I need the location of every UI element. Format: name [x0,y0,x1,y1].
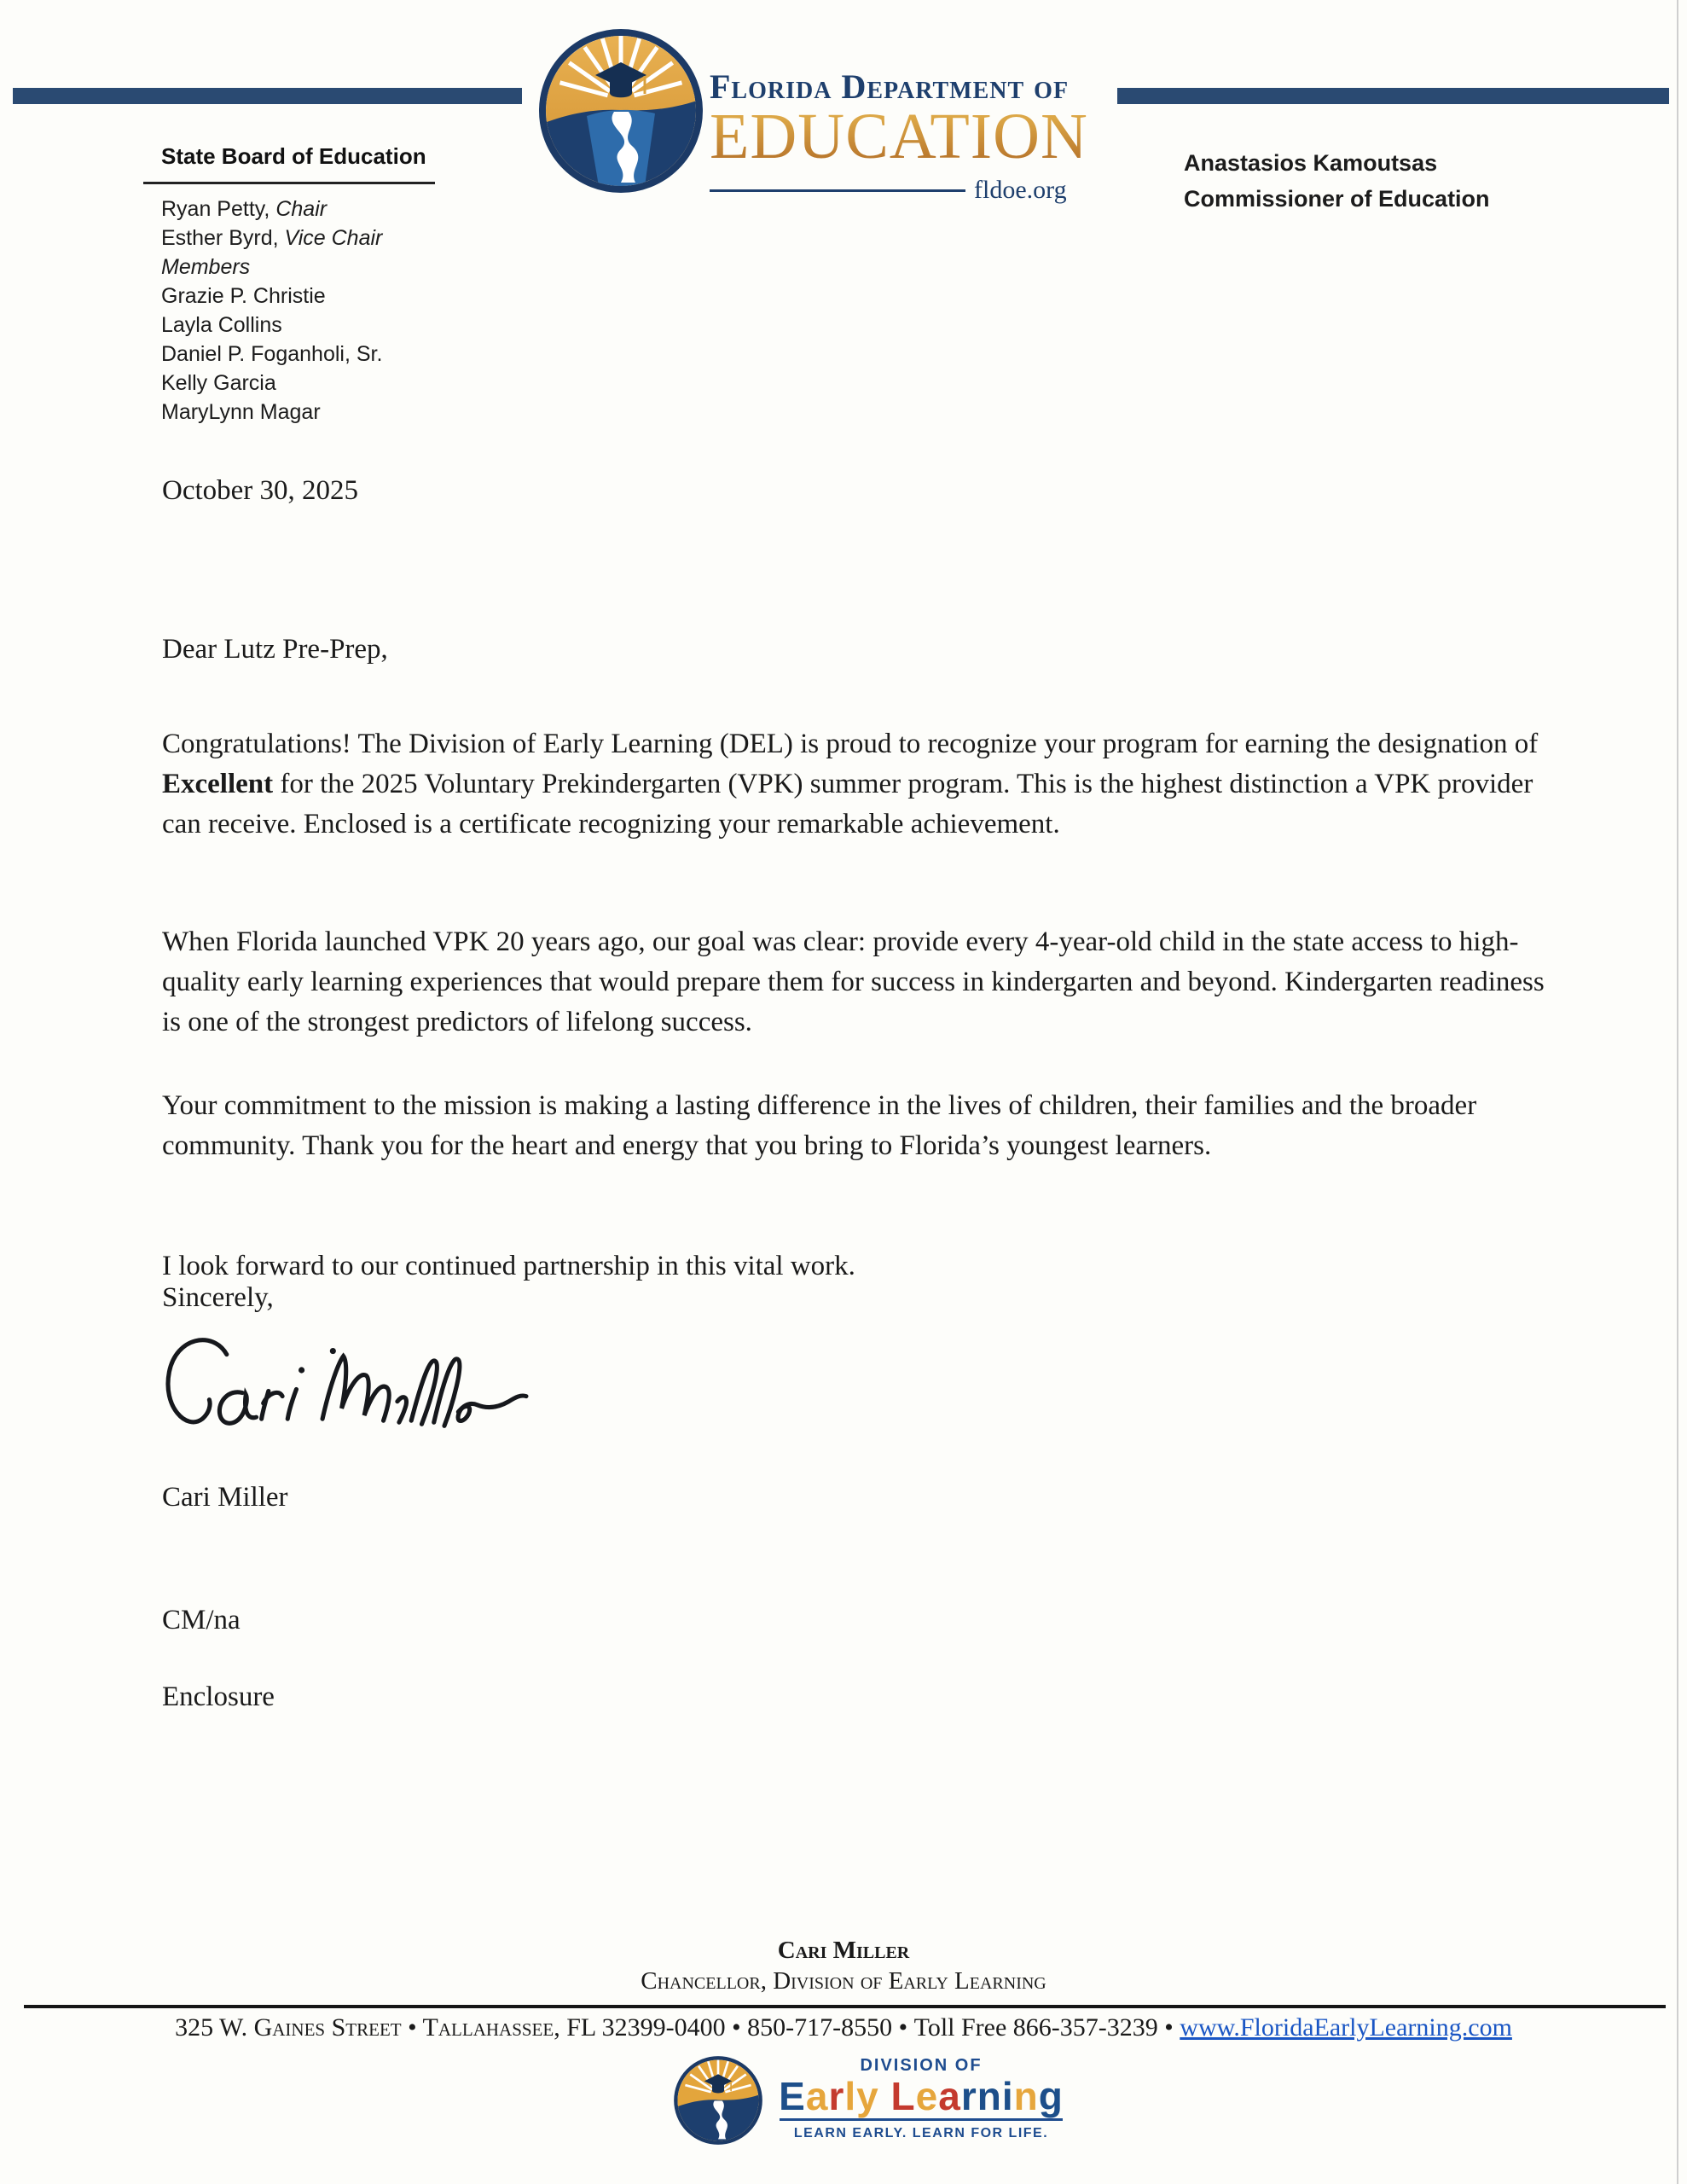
state-board-heading: State Board of Education [161,143,426,169]
commissioner-title: Commissioner of Education [1184,186,1490,212]
board-members-label: Members [161,255,251,279]
state-board-underline [143,182,435,184]
footer-tollfree: Toll Free 866-357-3239 • [913,2013,1180,2042]
footer-website-link[interactable]: www.FloridaEarlyLearning.com [1180,2013,1512,2042]
typed-signature-name: Cari Miller [162,1482,288,1513]
division-brand-rule [780,2118,1063,2121]
fdoe-seal [536,26,706,196]
footer-address-line [0,2013,1687,2042]
footer-sender-title: Chancellor, Division of Early Learning [641,1967,1046,1995]
signature-cari-miller [152,1321,570,1461]
fdoe-seal-icon [536,26,706,196]
salutation: Dear Lutz Pre-Prep, [162,634,388,665]
division-of-early-learning-logo [672,2054,1066,2146]
fdoe-wordmark-rule [710,189,965,192]
early-learning-seal-icon [672,2054,764,2146]
board-member: Ryan Petty, Chair [161,197,328,221]
paragraph-partnership: I look forward to our continued partnership in this vital work. [162,1251,855,1281]
division-of-label: DIVISION OF [860,2056,983,2075]
board-member: Grazie P. Christie [161,284,326,308]
board-member: MaryLynn Magar [161,400,321,424]
commissioner-block [1184,145,1490,217]
footer-rule [24,2005,1666,2008]
closing: Sincerely, [162,1282,274,1313]
fdoe-url: fldoe.org [974,176,1067,204]
division-brand-text: Early Learning [779,2074,1064,2118]
footer-sender-name: Cari Miller [777,1937,910,1964]
reference-initials: CM/na [162,1605,241,1635]
state-board-block [161,143,435,427]
header-rule-left [13,88,522,104]
paragraph-vpk-history: When Florida launched VPK 20 years ago, our goal was clear: provide every 4-year-old child in the state access to high-quality early learning experiences that would prepare them for success in kindergarten and beyond. Kindergarten readiness is one of the strongest predictors of lifelong success. [162,926,1545,1037]
division-tagline: LEARN EARLY. LEARN FOR LIFE. [793,2126,1049,2140]
paragraph-commitment: Your commitment to the mission is making a lasting difference in the lives of children, their families and the broader community. Thank you for the heart and energy that you bring to Florida’s youngest learners. [162,1090,1477,1161]
board-member: Kelly Garcia [161,371,276,395]
fdoe-department-line: Florida Department of [710,67,1070,106]
board-member: Esther Byrd, Vice Chair [161,226,383,250]
state-board-list [161,195,435,427]
header-rule-right [1117,88,1669,104]
scan-edge-artifact [1677,0,1678,2184]
footer-address: 325 W. Gaines Street • Tallahassee, FL 32399-0400 • 850-717-8550 • [175,2013,914,2042]
paragraph-congratulations: Congratulations! The Division of Early Learning (DEL) is proud to recognize your program for earning the designation of Excellent for the 2025 Voluntary Prekindergarten (VPK) summer program. This is the highest distinction a VPK provider can receive. Enclosed is a certificate recognizing your remarkable achievement. [162,729,1539,839]
board-member: Layla Collins [161,313,282,337]
board-member: Daniel P. Foganholi, Sr. [161,342,383,366]
enclosure-note: Enclosure [162,1682,275,1712]
commissioner-name: Anastasios Kamoutsas [1184,150,1438,176]
excellent-designation: Excellent [162,769,274,799]
fdoe-wordmark [710,67,1110,205]
fdoe-education-line: EDUCATION [710,106,1110,167]
letter-date: October 30, 2025 [162,475,359,506]
